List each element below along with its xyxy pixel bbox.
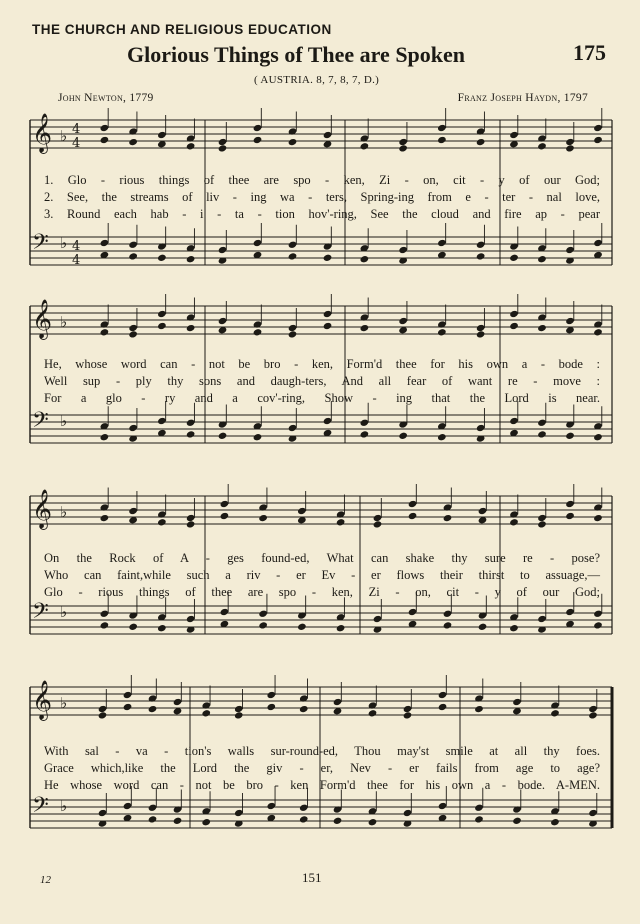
note-head bbox=[218, 246, 228, 254]
note-head bbox=[438, 802, 448, 810]
note-head bbox=[398, 317, 408, 325]
note-head bbox=[360, 430, 370, 438]
note-head bbox=[550, 818, 560, 826]
note-head bbox=[288, 138, 298, 146]
note-head bbox=[403, 705, 413, 713]
note-head bbox=[186, 142, 196, 150]
note-head bbox=[98, 705, 108, 713]
note-head bbox=[512, 698, 522, 706]
note-head bbox=[565, 144, 575, 152]
note-head bbox=[128, 330, 138, 338]
note-head bbox=[128, 241, 138, 249]
note-head bbox=[443, 514, 453, 522]
flat-sign: ♭ bbox=[60, 603, 68, 621]
note-head bbox=[299, 705, 309, 713]
note-head bbox=[550, 709, 560, 717]
note-head bbox=[186, 615, 196, 623]
note-head bbox=[565, 500, 575, 508]
note-head bbox=[323, 131, 333, 139]
note-head bbox=[478, 507, 488, 515]
note-head bbox=[398, 246, 408, 254]
note-head bbox=[537, 615, 547, 623]
note-head bbox=[186, 520, 196, 528]
note-head bbox=[537, 514, 547, 522]
note-head bbox=[258, 621, 268, 629]
note-head bbox=[100, 124, 110, 132]
note-head bbox=[476, 138, 486, 146]
note-head bbox=[253, 433, 263, 441]
note-head bbox=[128, 623, 138, 631]
note-head bbox=[437, 328, 447, 336]
note-head bbox=[288, 324, 298, 332]
note-head bbox=[100, 328, 110, 336]
note-head bbox=[537, 324, 547, 332]
note-head bbox=[218, 138, 228, 146]
note-head bbox=[128, 324, 138, 332]
note-head bbox=[218, 144, 228, 152]
note-head bbox=[398, 144, 408, 152]
lyric-line: He whose word can - not be bro - ken Form'd thee for his own a - bode. A-MEN. bbox=[44, 778, 600, 792]
bass-clef: 𝄢 bbox=[32, 230, 49, 260]
lyric-line: Who can faint,while such a riv - er Ev - er flows their thirst to assuage,— bbox=[44, 568, 600, 582]
note-head bbox=[336, 518, 346, 526]
time-signature: 4 bbox=[72, 239, 81, 254]
note-head bbox=[98, 809, 108, 817]
note-head bbox=[476, 424, 486, 432]
note-head bbox=[323, 417, 333, 425]
note-head bbox=[593, 124, 603, 132]
note-head bbox=[100, 514, 110, 522]
note-head bbox=[186, 514, 196, 522]
note-head bbox=[373, 514, 383, 522]
flat-sign: ♭ bbox=[60, 797, 68, 815]
note-head bbox=[218, 432, 228, 440]
lyrics-system-4 bbox=[44, 743, 600, 794]
note-head bbox=[123, 802, 133, 810]
note-head bbox=[588, 809, 598, 817]
note-head bbox=[186, 324, 196, 332]
note-head bbox=[98, 711, 108, 719]
note-head bbox=[565, 317, 575, 325]
treble-clef: 𝄞 bbox=[32, 680, 53, 720]
note-head bbox=[476, 241, 486, 249]
bass-clef: 𝄢 bbox=[32, 793, 49, 823]
note-head bbox=[128, 138, 138, 146]
note-head bbox=[537, 255, 547, 263]
note-head bbox=[100, 136, 110, 144]
note-head bbox=[509, 310, 519, 318]
note-head bbox=[123, 703, 133, 711]
note-head bbox=[593, 433, 603, 441]
author-credit: John Newton, 1779 bbox=[58, 92, 154, 104]
note-head bbox=[253, 328, 263, 336]
note-head bbox=[173, 698, 183, 706]
note-head bbox=[360, 419, 370, 427]
note-head bbox=[336, 624, 346, 632]
note-head bbox=[368, 818, 378, 826]
lyric-line: 1. Glo - rious things of thee are spo - ken, Zi - on, cit - y of our God; bbox=[44, 173, 600, 187]
time-signature: 4 bbox=[72, 122, 81, 137]
lyric-line: With sal - va - tion's walls sur-round-ed, Thou may'st smile at all thy foes. bbox=[44, 744, 600, 758]
note-head bbox=[220, 608, 230, 616]
note-head bbox=[234, 809, 244, 817]
time-signature: 4 bbox=[72, 136, 81, 151]
note-head bbox=[443, 610, 453, 618]
note-head bbox=[408, 500, 418, 508]
note-head bbox=[368, 709, 378, 717]
note-head bbox=[537, 419, 547, 427]
note-head bbox=[297, 507, 307, 515]
note-head bbox=[476, 330, 486, 338]
note-head bbox=[593, 610, 603, 618]
note-head bbox=[437, 239, 447, 247]
note-head bbox=[100, 239, 110, 247]
note-head bbox=[157, 322, 167, 330]
note-head bbox=[148, 815, 158, 823]
note-head bbox=[100, 621, 110, 629]
note-head bbox=[565, 608, 575, 616]
lyric-line: Well sup - ply thy sons and daugh-ters, And all fear of want re - move : bbox=[44, 374, 600, 388]
note-head bbox=[373, 520, 383, 528]
note-head bbox=[157, 417, 167, 425]
note-head bbox=[474, 815, 484, 823]
note-head bbox=[323, 322, 333, 330]
note-head bbox=[288, 424, 298, 432]
note-head bbox=[360, 255, 370, 263]
note-head bbox=[157, 254, 167, 262]
flat-sign: ♭ bbox=[60, 694, 68, 712]
note-head bbox=[186, 255, 196, 263]
note-head bbox=[288, 241, 298, 249]
note-head bbox=[323, 254, 333, 262]
note-head bbox=[509, 322, 519, 330]
note-head bbox=[438, 691, 448, 699]
note-head bbox=[128, 252, 138, 260]
note-head bbox=[509, 417, 519, 425]
lyrics-system-3 bbox=[44, 550, 600, 601]
note-head bbox=[588, 705, 598, 713]
flat-sign: ♭ bbox=[60, 503, 68, 521]
time-signature: 4 bbox=[72, 253, 81, 268]
note-head bbox=[360, 324, 370, 332]
signature-mark: 12 bbox=[40, 874, 51, 886]
flat-sign: ♭ bbox=[60, 412, 68, 430]
note-head bbox=[100, 610, 110, 618]
lyric-line: Glo - rious things of thee are spo - ken, Zi - on, cit - y of our God; bbox=[44, 585, 600, 599]
lyric-line: 3. Round each hab - i - ta - tion hov'-ring, See the cloud and fire ap - pear bbox=[44, 207, 600, 221]
note-head bbox=[157, 310, 167, 318]
note-head bbox=[173, 817, 183, 825]
lyric-line: Grace which,like the Lord the giv - er, Nev - er fails from age to age? bbox=[44, 761, 600, 775]
note-head bbox=[266, 703, 276, 711]
lyric-line: 2. See, the streams of liv - ing wa - ters, Spring-ing from e - ter - nal love, bbox=[44, 190, 600, 204]
note-head bbox=[408, 512, 418, 520]
note-head bbox=[220, 512, 230, 520]
note-head bbox=[537, 142, 547, 150]
note-head bbox=[201, 818, 211, 826]
note-head bbox=[588, 711, 598, 719]
note-head bbox=[234, 705, 244, 713]
note-head bbox=[186, 430, 196, 438]
note-head bbox=[299, 804, 309, 812]
note-head bbox=[266, 691, 276, 699]
note-head bbox=[157, 518, 167, 526]
treble-clef: 𝄞 bbox=[32, 299, 53, 339]
hymn-title: Glorious Things of Thee are Spoken bbox=[127, 42, 466, 67]
note-head bbox=[157, 131, 167, 139]
note-head bbox=[258, 514, 268, 522]
note-head bbox=[565, 512, 575, 520]
note-head bbox=[593, 136, 603, 144]
section-heading: THE CHURCH AND RELIGIOUS EDUCATION bbox=[32, 22, 332, 37]
note-head bbox=[443, 621, 453, 629]
note-head bbox=[100, 433, 110, 441]
note-head bbox=[537, 430, 547, 438]
note-head bbox=[474, 705, 484, 713]
note-head bbox=[437, 433, 447, 441]
note-head bbox=[288, 252, 298, 260]
note-head bbox=[266, 802, 276, 810]
note-head bbox=[333, 698, 343, 706]
page-number: 151 bbox=[302, 870, 322, 885]
note-head bbox=[478, 623, 488, 631]
note-head bbox=[408, 608, 418, 616]
bass-clef: 𝄢 bbox=[32, 599, 49, 629]
note-head bbox=[476, 324, 486, 332]
note-head bbox=[565, 246, 575, 254]
note-head bbox=[398, 432, 408, 440]
treble-clef: 𝄞 bbox=[32, 113, 53, 153]
note-head bbox=[593, 621, 603, 629]
lyrics-system-2 bbox=[44, 356, 600, 407]
note-head bbox=[128, 507, 138, 515]
note-head bbox=[593, 328, 603, 336]
note-head bbox=[128, 424, 138, 432]
note-head bbox=[437, 124, 447, 132]
note-head bbox=[593, 239, 603, 247]
tune-name: ( AUSTRIA. 8, 7, 8, 7, D.) bbox=[254, 74, 380, 86]
note-head bbox=[403, 809, 413, 817]
note-head bbox=[565, 432, 575, 440]
note-head bbox=[398, 138, 408, 146]
note-head bbox=[253, 239, 263, 247]
note-head bbox=[218, 317, 228, 325]
note-head bbox=[201, 709, 211, 717]
note-head bbox=[438, 703, 448, 711]
note-head bbox=[537, 520, 547, 528]
note-head bbox=[593, 514, 603, 522]
note-head bbox=[373, 615, 383, 623]
note-head bbox=[299, 815, 309, 823]
note-head bbox=[253, 136, 263, 144]
note-head bbox=[123, 691, 133, 699]
note-head bbox=[288, 330, 298, 338]
flat-sign: ♭ bbox=[60, 127, 68, 145]
hymn-number: 175 bbox=[573, 40, 606, 65]
note-head bbox=[403, 711, 413, 719]
flat-sign: ♭ bbox=[60, 234, 68, 252]
composer-credit: Franz Joseph Haydn, 1797 bbox=[457, 92, 588, 104]
note-head bbox=[333, 817, 343, 825]
treble-clef: 𝄞 bbox=[32, 489, 53, 529]
flat-sign: ♭ bbox=[60, 313, 68, 331]
note-head bbox=[297, 623, 307, 631]
note-head bbox=[258, 610, 268, 618]
note-head bbox=[220, 500, 230, 508]
note-head bbox=[323, 310, 333, 318]
lyrics-system-1 bbox=[44, 172, 600, 223]
note-head bbox=[509, 131, 519, 139]
note-head bbox=[437, 136, 447, 144]
note-head bbox=[509, 624, 519, 632]
note-head bbox=[186, 419, 196, 427]
note-head bbox=[234, 711, 244, 719]
lyric-line: For a glo - ry and a cov'-ring, Show - ing that the Lord is near. bbox=[44, 391, 600, 405]
note-head bbox=[509, 518, 519, 526]
lyric-line: On the Rock of A - ges found-ed, What can shake thy sure re - pose? bbox=[44, 551, 600, 565]
note-head bbox=[512, 817, 522, 825]
note-head bbox=[509, 254, 519, 262]
bass-clef: 𝄢 bbox=[32, 408, 49, 438]
note-head bbox=[148, 804, 158, 812]
note-head bbox=[360, 142, 370, 150]
note-head bbox=[476, 252, 486, 260]
note-head bbox=[565, 138, 575, 146]
lyric-line: He, whose word can - not be bro - ken, Form'd thee for his own a - bode : bbox=[44, 357, 600, 371]
note-head bbox=[253, 124, 263, 132]
note-head bbox=[474, 804, 484, 812]
note-head bbox=[148, 705, 158, 713]
note-head bbox=[157, 624, 167, 632]
